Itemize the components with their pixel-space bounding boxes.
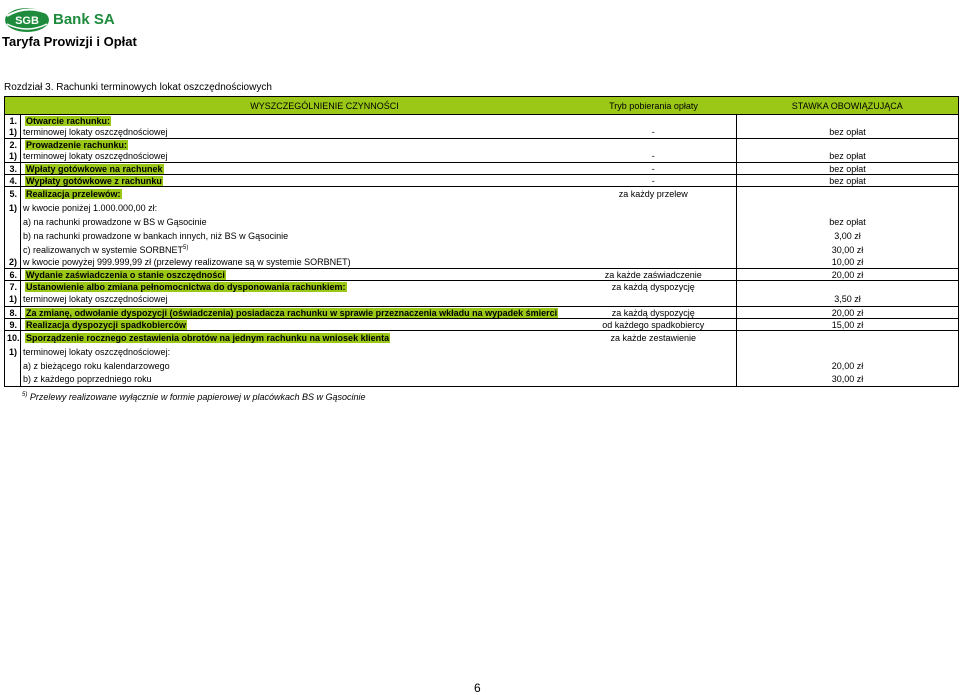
row-description: Wypłaty gotówkowe z rachunku	[26, 175, 162, 186]
row-number	[5, 215, 21, 229]
row-mode	[571, 345, 737, 359]
row-number: 2)	[5, 257, 21, 269]
row-mode	[571, 359, 737, 373]
row-mode	[571, 257, 737, 269]
row-mode: -	[571, 175, 737, 187]
row-number: 9.	[5, 319, 21, 331]
row-rate: 15,00 zł	[737, 319, 959, 331]
row-rate	[737, 187, 959, 201]
row-number	[5, 243, 21, 257]
row-number: 1)	[5, 293, 21, 307]
row-rate: 20,00 zł	[737, 359, 959, 373]
row-mode: za każde zestawienie	[571, 331, 737, 345]
row-mode: -	[571, 163, 737, 175]
row-description: a) z bieżącego roku kalendarzowego	[23, 360, 170, 371]
row-description: Prowadzenie rachunku:	[26, 139, 128, 150]
row-number	[5, 373, 21, 387]
row-description: Otwarcie rachunku:	[26, 115, 111, 126]
row-rate	[737, 281, 959, 293]
row-rate: 20,00 zł	[737, 307, 959, 319]
table-row	[5, 175, 959, 187]
logo-text: Bank SA	[53, 11, 115, 28]
row-rate: 30,00 zł	[737, 243, 959, 257]
footnote	[22, 392, 366, 402]
row-mode	[571, 243, 737, 257]
row-mode: od każdego spadkobiercy	[571, 319, 737, 331]
row-description: terminowej lokaty oszczędnościowej:	[23, 346, 171, 357]
row-description: Realizacja przelewów:	[26, 188, 121, 199]
row-description: terminowej lokaty oszczędnościowej	[23, 294, 168, 305]
row-rate	[737, 331, 959, 345]
table-row	[5, 293, 959, 307]
row-rate	[737, 201, 959, 215]
table-row	[5, 257, 959, 269]
table-row	[5, 359, 959, 373]
row-rate	[737, 345, 959, 359]
row-mode	[571, 201, 737, 215]
row-rate: bez opłat	[737, 151, 959, 163]
header-mode: Tryb pobierania opłaty	[571, 97, 737, 115]
chapter-title: Rozdział 3. Rachunki terminowych lokat oszczędnościowych	[4, 82, 272, 93]
document-title: Taryfa Prowizji i Opłat	[2, 34, 137, 49]
table-row	[5, 115, 959, 127]
row-number: 1)	[5, 345, 21, 359]
row-description: Sporządzenie rocznego zestawienia obrotów na jednym rachunku na wniosek klienta	[26, 332, 390, 343]
row-description: b) na rachunki prowadzone w bankach innych, niż BS w Gąsocinie	[23, 230, 289, 241]
row-description: a) na rachunki prowadzone w BS w Gąsocinie	[23, 216, 207, 227]
table-row	[5, 269, 959, 281]
row-mode	[571, 115, 737, 127]
row-description: Za zmianę, odwołanie dyspozycji (oświadczenia) posiadacza rachunku w sprawie przeznaczenia wkładu na wypadek śmierci	[26, 307, 558, 318]
row-rate: bez opłat	[737, 127, 959, 139]
row-number: 3.	[5, 163, 21, 175]
row-description: Ustanowienie albo zmiana pełnomocnictwa do dysponowania rachunkiem:	[26, 281, 346, 292]
row-rate	[737, 139, 959, 151]
table-header-row	[5, 97, 959, 115]
row-number: 1)	[5, 151, 21, 163]
table-row	[5, 331, 959, 345]
row-rate	[737, 115, 959, 127]
row-number	[5, 359, 21, 373]
row-number: 1.	[5, 115, 21, 127]
table-row	[5, 345, 959, 359]
row-number: 7.	[5, 281, 21, 293]
row-mode	[571, 293, 737, 307]
header-num	[5, 97, 21, 115]
sgb-logo	[3, 4, 123, 34]
row-number: 8.	[5, 307, 21, 319]
table-row	[5, 243, 959, 257]
table-row	[5, 319, 959, 331]
table-row	[5, 139, 959, 151]
row-mode	[571, 373, 737, 387]
row-number: 10.	[5, 331, 21, 345]
row-number: 5.	[5, 187, 21, 201]
row-number: 1)	[5, 127, 21, 139]
table-row	[5, 127, 959, 139]
row-number: 6.	[5, 269, 21, 281]
table-row	[5, 215, 959, 229]
table-row	[5, 281, 959, 293]
row-mode: za każdą dyspozycję	[571, 307, 737, 319]
table-row	[5, 163, 959, 175]
footnote-mark: 5)	[22, 392, 28, 398]
logo-mark: SGB	[15, 15, 39, 27]
row-description: b) z każdego poprzedniego roku	[21, 373, 571, 387]
row-description: Wpłaty gotówkowe na rachunek	[26, 163, 163, 174]
row-number: 4.	[5, 175, 21, 187]
row-description: Realizacja dyspozycji spadkobierców	[26, 319, 187, 330]
row-rate: bez opłat	[737, 175, 959, 187]
row-description: w kwocie powyżej 999.999,99 zł (przelewy realizowane są w systemie SORBNET)	[23, 257, 351, 268]
row-description: c) realizowanych w systemie SORBNET	[23, 244, 184, 255]
header-rate: STAWKA OBOWIĄZUJĄCA	[737, 97, 959, 115]
row-mode: -	[651, 127, 655, 138]
row-mode: za każde zaświadczenie	[571, 269, 737, 281]
row-rate: bez opłat	[737, 215, 959, 229]
row-mode	[571, 139, 737, 151]
table-row	[5, 373, 959, 387]
header-description: WYSZCZEGÓLNIENIE CZYNNOŚCI	[21, 97, 571, 115]
row-number: 2.	[5, 139, 21, 151]
row-rate: 10,00 zł	[737, 257, 959, 269]
fee-table	[4, 96, 959, 387]
row-description: terminowej lokaty oszczędnościowej	[23, 151, 168, 162]
row-rate: 3,50 zł	[737, 293, 959, 307]
row-mode	[571, 215, 737, 229]
row-rate: bez opłat	[737, 163, 959, 175]
row-rate: 30,00 zł	[737, 373, 959, 387]
row-description: terminowej lokaty oszczędnościowej	[23, 127, 168, 138]
table-row	[5, 229, 959, 243]
row-number	[5, 229, 21, 243]
table-row	[5, 307, 959, 319]
footnote-text: Przelewy realizowane wyłącznie w formie papierowej w placówkach BS w Gąsocinie	[29, 392, 366, 402]
table-row	[5, 187, 959, 201]
row-description: Wydanie zaświadczenia o stanie oszczędności	[26, 269, 225, 280]
row-mode: -	[651, 151, 655, 162]
row-description: w kwocie poniżej 1.000.000,00 zł:	[23, 202, 158, 213]
row-rate: 20,00 zł	[737, 269, 959, 281]
page-number: 6	[474, 681, 481, 695]
row-mode: za każdy przelew	[571, 187, 737, 201]
row-mode	[571, 229, 737, 243]
row-mode: za każdą dyspozycję	[571, 281, 737, 293]
footnote-ref: 5)	[183, 244, 189, 251]
row-rate: 3,00 zł	[737, 229, 959, 243]
table-row	[5, 151, 959, 163]
row-number: 1)	[5, 201, 21, 215]
row-description-cell	[21, 243, 571, 257]
table-row	[5, 201, 959, 215]
